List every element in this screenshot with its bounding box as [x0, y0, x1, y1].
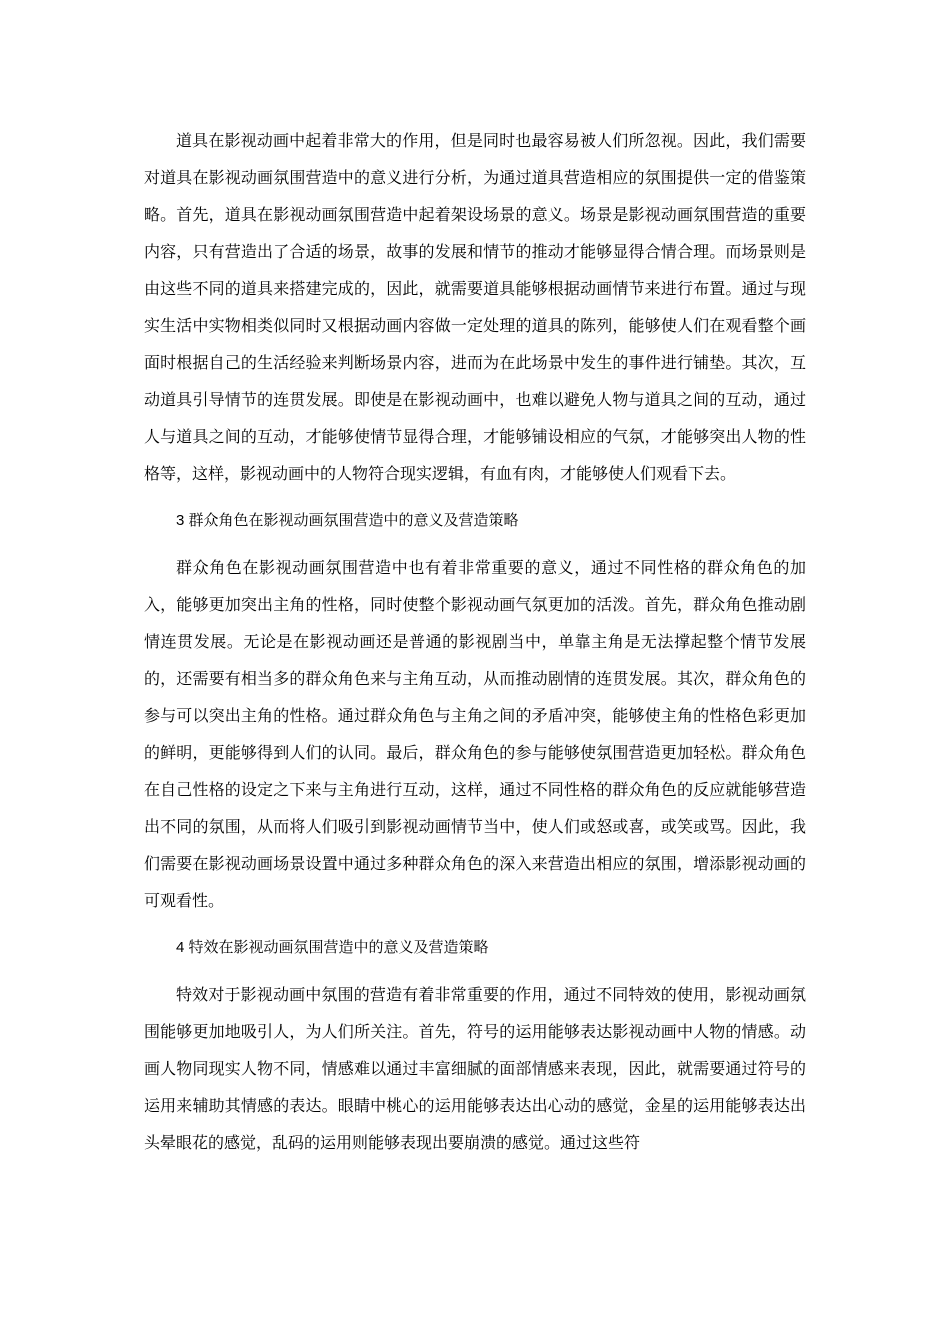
- spacer: [144, 966, 806, 976]
- paragraph-crowd-roles: 群众角色在影视动画氛围营造中也有着非常重要的意义，通过不同性格的群众角色的加入，能够更加突出主角的性格，同时使整个影视动画气氛更加的活泼。首先，群众角色推动剧情连贯发展。无论是在影视动画还是普通的影视剧当中，单靠主角是无法撑起整个情节发展的，还需要有相当多的群众角色来与主角互动，从而推动剧情的连贯发展。其次，群众角色的参与可以突出主角的性格。通过群众角色与主角之间的矛盾冲突，能够使主角的性格色彩更加的鲜明，更能够得到人们的认同。最后，群众角色的参与能够使氛围营造更加轻松。群众角色在自己性格的设定之下来与主角进行互动，这样，通过不同性格的群众角色的反应就能够营造出不同的氛围，从而将人们吸引到影视动画情节当中，使人们或怒或喜，或笑或骂。因此，我们需要在影视动画场景设置中通过多种群众角色的深入来营造出相应的氛围，增添影视动画的可观看性。: [144, 558, 806, 910]
- spacer: [144, 919, 806, 929]
- spacer: [144, 539, 806, 549]
- paragraph-props: 道具在影视动画中起着非常大的作用，但是同时也最容易被人们所忽视。因此，我们需要对道具在影视动画氛围营造中的意义进行分析，为通过道具营造相应的氛围提供一定的借鉴策略。首先，道具在影视动画氛围营造中起着架设场景的意义。场景是影视动画氛围营造的重要内容，只有营造出了合适的场景，故事的发展和情节的推动才能够显得合情合理。而场景则是由这些不同的道具来搭建完成的，因此，就需要道具能够根据动画情节来进行布置。通过与现实生活中实物相类似同时又根据动画内容做一定处理的道具的陈列，能够使人们在观看整个画面时根据自己的生活经验来判断场景内容，进而为在此场景中发生的事件进行铺垫。其次，互动道具引导情节的连贯发展。即使是在影视动画中，也难以避免人物与道具之间的互动，通过人与道具之间的互动，才能够使情节显得合理，才能够铺设相应的气氛，才能够突出人物的性格等，这样，影视动画中的人物符合现实逻辑，有血有肉，才能够使人们观看下去。: [144, 131, 806, 483]
- document-body: [144, 122, 806, 1161]
- spacer: [144, 492, 806, 502]
- section-heading-3: 3 群众角色在影视动画氛围营造中的意义及营造策略: [176, 512, 519, 529]
- paragraph-special-effects: 特效对于影视动画中氛围的营造有着非常重要的作用，通过不同特效的使用，影视动画氛围能够更加地吸引人，为人们所关注。首先，符号的运用能够表达影视动画中人物的情感。动画人物同现实人物不同，情感难以通过丰富细腻的面部情感来表现，因此，就需要通过符号的运用来辅助其情感的表达。眼睛中桃心的运用能够表达出心动的感觉，金星的运用能够表达出头晕眼花的感觉，乱码的运用则能够表现出要崩溃的感觉。通过这些符: [144, 985, 806, 1152]
- section-heading-4: 4 特效在影视动画氛围营造中的意义及营造策略: [176, 939, 489, 956]
